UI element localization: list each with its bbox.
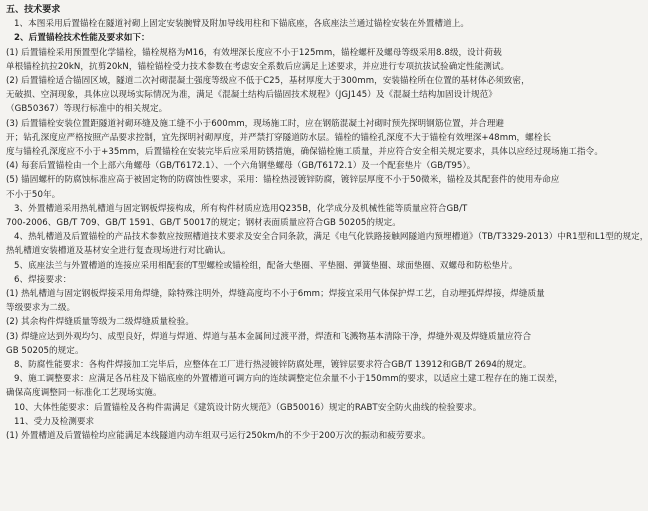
text-line: (4) 每套后置锚栓由一个上部六角螺母（GB/T6172.1）、一个六角钢垫螺母（GB/T6172.1）及一个配套垫片（GB/T95）。 [6,161,476,172]
text-line: 度与锚栓孔深度应不小于+35mm，后置锚栓在安装完毕后应采用防锈措施，确保锚栓施工质量，并应符合安全相关规定要求，具体以应经过现场施工指令。 [6,147,603,158]
text-line: 5、底座法兰与外置槽道的连接应采用相配套的T型螺栓或锚栓组，配备大垫圈、平垫圈、弹簧垫圈、球面垫圈、双螺母和防松垫片。 [14,260,518,271]
text-line: 热轧槽道安装槽道及基材安全进行复查现场进行对比确认。 [6,246,231,257]
text-line: 10、大体性能要求：后置锚栓及各构件需满足《建筑设计防火规范》（GB50016）规定的RABT安全防火曲线的检验要求。 [14,402,482,413]
text-line: 确保高度调整同一标准化工艺现场实施。 [6,388,162,399]
text-line: 1、本图采用后置锚栓在隧道衬砌上固定安装腕臂及附加导线用柱和下锚底座，各底座法兰通过锚栓安装在外置槽道上。 [14,19,469,30]
text-line: 不小于50年。 [6,189,61,200]
text-line: (2) 后置锚栓适合锚固区域，隧道二次衬砌混凝土强度等级应不低于C25，基材厚度大于300mm，安装锚栓所在位置的基材体必须致密， [6,76,530,87]
text-line: 五、技术要求 [6,5,61,15]
text-line: 2、后置锚栓技术性能及要求如下： [14,33,150,44]
text-line: 开；钻孔深度应严格按照产品要求控制，宜先探明衬砌厚度，并严禁打穿隧道防水层。锚栓的锚栓孔深度不大于锚栓有效埋深+48mm，螺栓长 [6,132,552,143]
text-line: 6、焊接要求： [14,274,72,285]
text-line: （GB50367）等现行标准中的相关规定。 [6,104,168,115]
text-line: (3) 后置锚栓安装位置距隧道衬砌环缝及施工缝不小于600mm，现场施工时，应在钢筋混凝土衬砌时预先探明钢筋位置，并合理避 [6,118,504,129]
text-line: (3) 焊缝应达到外观均匀、成型良好，焊道与焊道、焊道与基本金属间过渡平滑，焊渣和飞溅物基本清除干净，焊缝外观及焊缝质量应符合 [6,331,532,342]
text-line: (1) 后置锚栓采用预置型化学锚栓，锚栓规格为M16，有效埋深长度应不小于125mm，锚栓螺杆及螺母等级采用8.8级，设计荷载 [6,47,502,58]
text-line: (1) 热轧槽道与固定钢板焊接采用角焊缝，除特殊注明外，焊缝高度均不小于6mm；焊接宜采用气体保护焊工艺，自动埋弧焊焊接，焊缝质量 [6,289,545,300]
text-line: 8、防腐性能要求：各构件焊接加工完毕后，应整体在工厂进行热浸镀锌防腐处理，镀锌层要求符合GB/T 13912和GB/T 2694的规定。 [14,360,532,371]
text-line: GB 50205的规定。 [6,345,84,356]
text-line: 单根锚栓抗拉20kN，抗剪20kN，锚栓锚栓受力技术参数在考虑安全系数后应满足上述要求，并应进行专项抗拔试验确定性能测试。 [6,61,510,72]
text-line: 9、施工调整要求：应满足各吊柱及下锚底座的外置槽道可调方向的连续调整定位余量不小于150mm的要求，以适应土建工程存在的施工误差， [14,374,563,385]
text-line: 11、受力及检测要求 [14,416,95,427]
text-line: (5) 锚固螺杆的防腐蚀标准应高于被固定物的防腐蚀性要求，采用：锚栓热浸镀锌防腐，镀锌层厚度不小于50微米，锚栓及其配套件的使用寿命应 [6,175,560,186]
text-line: 无破损、空洞现象，具体应以现场实际情况为准，满足《混凝土结构后锚固技术规程》（JGJ145）及《混凝土结构加固设计规范》 [6,90,497,101]
text-line: 等级要求为二级。 [6,303,76,314]
text-line: 700-2006、GB/T 709、GB/T 1591、GB/T 50017的规定；钢材表面质量应符合GB 50205的规定。 [6,218,401,229]
text-line: 4、热轧槽道及后置锚栓的产品技术参数应按照槽道技术要求及安全合同条款，满足《电气化铁路接触网隧道内预埋槽道》（TB/T3329-2013）中R1型和L1型的规定， [14,232,648,243]
text-line: 3、外置槽道采用热轧槽道与固定钢板焊接构成，所有构件材质应选用Q235B，化学成分及机械性能等质量应符合GB/T [14,203,468,214]
text-line: (2) 其余构件焊缝质量等级为二级焊缝质量检验。 [6,317,194,328]
text-line: (1) 外置槽道及后置锚栓均应能满足本线隧道内动车组双弓运行250km/h的不少于200万次的振动和疲劳要求。 [6,431,431,442]
